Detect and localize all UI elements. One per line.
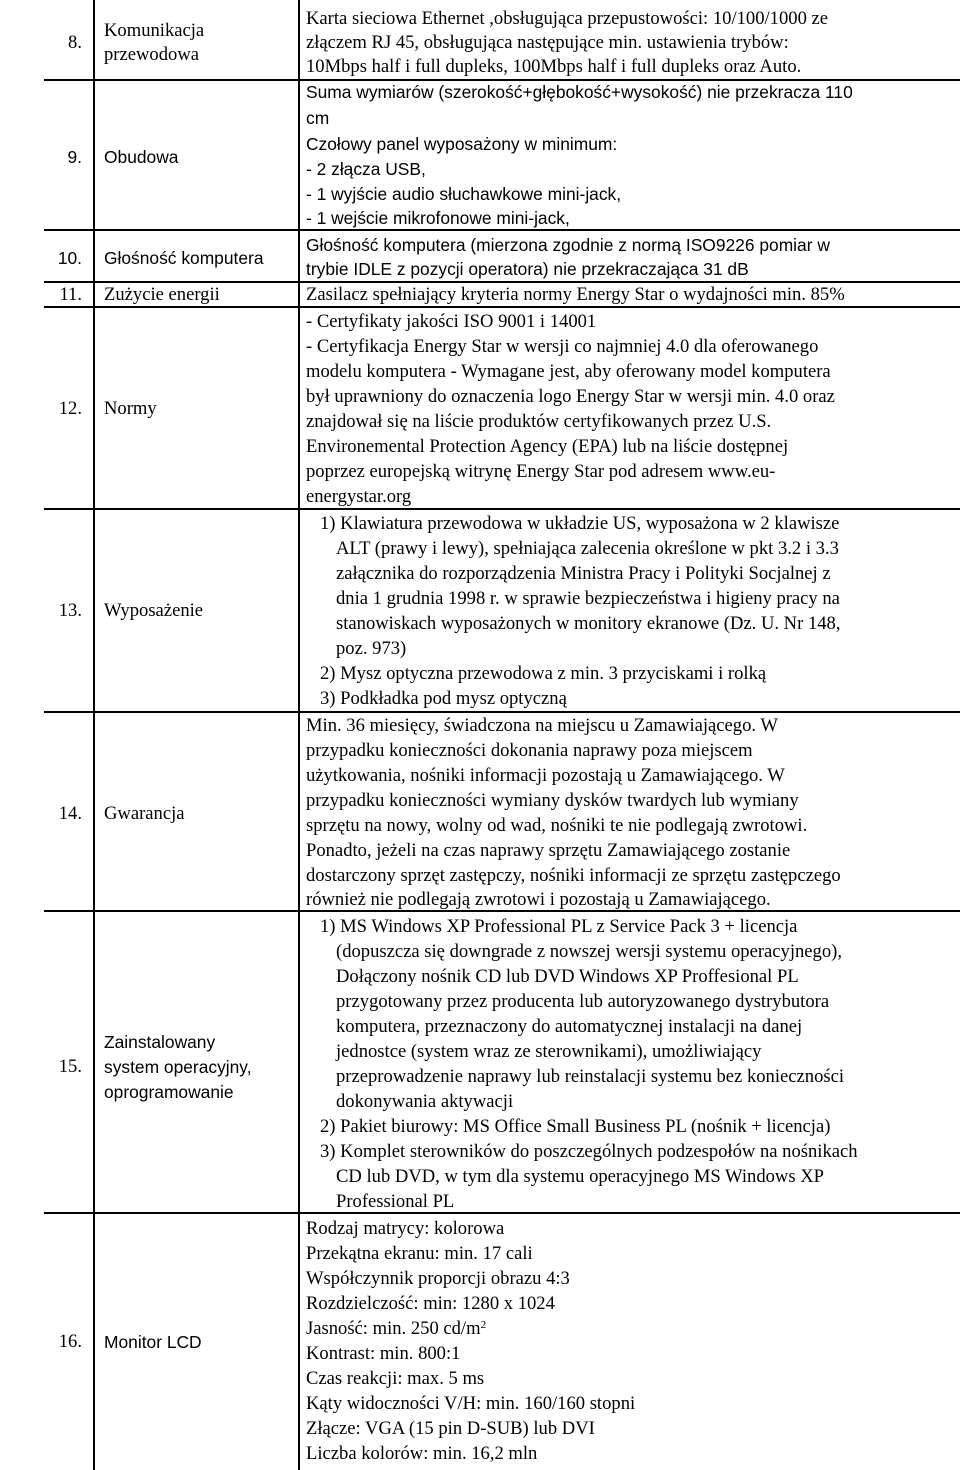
spec-line: jednostce (system wraz ze sterownikami), umożliwiający [336, 1041, 762, 1062]
spec-line: modelu komputera - Wymagane jest, aby oferowany model komputera [306, 361, 831, 382]
row-name-line: Zainstalowany [104, 1032, 216, 1052]
spec-line: Liczba kolorów: min. 16,2 mln [306, 1443, 538, 1464]
spec-line: poz. 973) [336, 638, 407, 659]
spec-line: znajdował się na liście produktów certyfikowanych przez U.S. [306, 411, 772, 432]
row-divider [44, 281, 960, 283]
spec-line [306, 1318, 486, 1340]
spec-line: Rozdzielczość: min: 1280 x 1024 [306, 1293, 555, 1314]
spec-line: Zasilacz spełniający kryteria normy Energy Star o wydajności min. 85% [306, 284, 845, 305]
spec-line: energystar.org [306, 486, 412, 507]
spec-line: Kontrast: min. 800:1 [306, 1343, 461, 1364]
spec-line: CD lub DVD, w tym dla systemu operacyjnego MS Windows XP [336, 1166, 825, 1187]
row-name-line: przewodowa [104, 44, 199, 65]
row-name-line: Wyposażenie [104, 600, 204, 621]
spec-line: Kąty widoczności V/H: min. 160/160 stopni [306, 1393, 636, 1414]
spec-line: również nie podlegają zwrotowi i pozostają u Zamawiającego. [306, 889, 771, 910]
row-name-line: Zużycie energii [104, 284, 220, 305]
spec-line: Professional PL [336, 1191, 455, 1212]
spec-line: - 1 wyjście audio słuchawkowe mini-jack, [306, 184, 622, 204]
row-number: 16. [58, 1331, 82, 1352]
spec-line: ALT (prawy i lewy), spełniająca zalecenia określone w pkt 3.2 i 3.3 [336, 538, 839, 559]
spec-line: 10Mbps half i full dupleks, 100Mbps half i full dupleks oraz Auto. [306, 56, 802, 77]
spec-line: był uprawniony do oznaczenia logo Energy Star w wersji min. 4.0 oraz [306, 386, 835, 407]
row-divider [44, 711, 960, 713]
row-divider [44, 306, 960, 308]
spec-line: Environemental Protection Agency (EPA) lub na liście dostępnej [306, 436, 789, 457]
spec-line: stanowiskach wyposażonych w monitory ekranowe (Dz. U. Nr 148, [336, 613, 841, 634]
spec-line: Czas reakcji: max. 5 ms [306, 1368, 485, 1389]
spec-line: Współczynnik proporcji obrazu 4:3 [306, 1268, 570, 1289]
row-number: 10. [57, 248, 82, 268]
spec-line: dostarczony sprzęt zastępczy, nośniki informacji ze sprzętu zastępczego [306, 865, 841, 886]
spec-line: - 1 wejście mikrofonowe mini-jack, [306, 208, 570, 228]
row-number: 12. [58, 398, 82, 419]
spec-text: Jasność: min. 250 cd/m [306, 1318, 481, 1339]
spec-line: sprzętu na nowy, wolny od wad, nośniki te nie podlegają zwrotowi. [306, 815, 808, 836]
column-divider [298, 0, 300, 1470]
spec-line: Dołączony nośnik CD lub DVD Windows XP Proffesional PL [336, 966, 799, 987]
row-name-line: system operacyjny, [104, 1057, 252, 1077]
spec-line: 1) MS Windows XP Professional PL z Service Pack 3 + licencja [320, 916, 798, 937]
row-divider [44, 508, 960, 510]
spec-line: cm [306, 108, 330, 128]
spec-line: dnia 1 grudnia 1998 r. w sprawie bezpieczeństwa i higieny pracy na [336, 588, 840, 609]
row-number: 13. [58, 600, 82, 621]
superscript: 2 [480, 1319, 487, 1331]
spec-line: Złącze: VGA (15 pin D-SUB) lub DVI [306, 1418, 595, 1439]
spec-line: złączem RJ 45, obsługująca następujące min. ustawienia trybów: [306, 32, 789, 53]
row-name-line: Obudowa [104, 147, 179, 167]
spec-line: 2) Pakiet biurowy: MS Office Small Business PL (nośnik + licencja) [320, 1116, 831, 1137]
row-number: 15. [58, 1056, 82, 1077]
column-divider [93, 0, 95, 1470]
spec-line: - Certyfikaty jakości ISO 9001 i 14001 [306, 311, 597, 332]
row-divider [44, 1212, 960, 1214]
spec-line: 1) Klawiatura przewodowa w układzie US, wyposażona w 2 klawisze [320, 513, 840, 534]
row-name-line: Gwarancja [104, 803, 185, 824]
spec-line: Min. 36 miesięcy, świadczona na miejscu u Zamawiającego. W [306, 715, 778, 736]
spec-line: Czołowy panel wyposażony w minimum: [306, 134, 618, 154]
spec-line: - Certyfikacja Energy Star w wersji co najmniej 4.0 dla oferowanego [306, 336, 819, 357]
spec-line: użytkowania, nośniki informacji pozostają u Zamawiającego. W [306, 765, 785, 786]
spec-line: przypadku konieczności dokonania naprawy poza miejscem [306, 740, 753, 761]
spec-line: Głośność komputera (mierzona zgodnie z normą ISO9226 pomiar w [306, 235, 830, 255]
spec-line: trybie IDLE z pozycji operatora) nie przekraczająca 31 dB [306, 259, 749, 279]
row-name-line: Głośność komputera [104, 248, 264, 268]
spec-line: przeprowadzenie naprawy lub reinstalacji systemu bez konieczności [336, 1066, 845, 1087]
spec-line: Karta sieciowa Ethernet ,obsługująca przepustowości: 10/100/1000 ze [306, 8, 829, 29]
spec-line: dokonywania aktywacji [336, 1091, 514, 1112]
spec-line: Suma wymiarów (szerokość+głębokość+wysokość) nie przekracza 110 [306, 82, 853, 102]
spec-line: Rodzaj matrycy: kolorowa [306, 1218, 505, 1239]
spec-line: Ponadto, jeżeli na czas naprawy sprzętu Zamawiającego zostanie [306, 840, 791, 861]
spec-line: przygotowany przez producenta lub autoryzowanego dystrybutora [336, 991, 830, 1012]
spec-line: - 2 złącza USB, [306, 159, 426, 179]
row-name-line: Komunikacja [104, 20, 205, 41]
row-number: 11. [59, 284, 82, 305]
spec-line: komputera, przeznaczony do automatycznej instalacji na danej [336, 1016, 803, 1037]
row-number: 14. [58, 803, 82, 824]
row-name-line: Monitor LCD [104, 1332, 202, 1352]
row-number: 9. [67, 147, 82, 167]
spec-line: przypadku konieczności wymiany dysków twardych lub wymiany [306, 790, 799, 811]
row-name-line: Normy [104, 398, 157, 419]
spec-line: poprzez europejską witrynę Energy Star pod adresem www.eu- [306, 461, 776, 482]
row-name-line: oprogramowanie [104, 1082, 234, 1102]
spec-line: 3) Podkładka pod mysz optyczną [320, 688, 567, 709]
spec-line: załącznika do rozporządzenia Ministra Pracy i Polityki Socjalnej z [336, 563, 831, 584]
spec-line: (dopuszcza się downgrade z nowszej wersji systemu operacyjnego), [336, 941, 842, 962]
row-divider [44, 229, 960, 231]
spec-line: Przekątna ekranu: min. 17 cali [306, 1243, 533, 1264]
spec-line: 3) Komplet sterowników do poszczególnych podzespołów na nośnikach [320, 1141, 858, 1162]
spec-line: 2) Mysz optyczna przewodowa z min. 3 przyciskami i rolką [320, 663, 767, 684]
row-number: 8. [68, 32, 82, 53]
